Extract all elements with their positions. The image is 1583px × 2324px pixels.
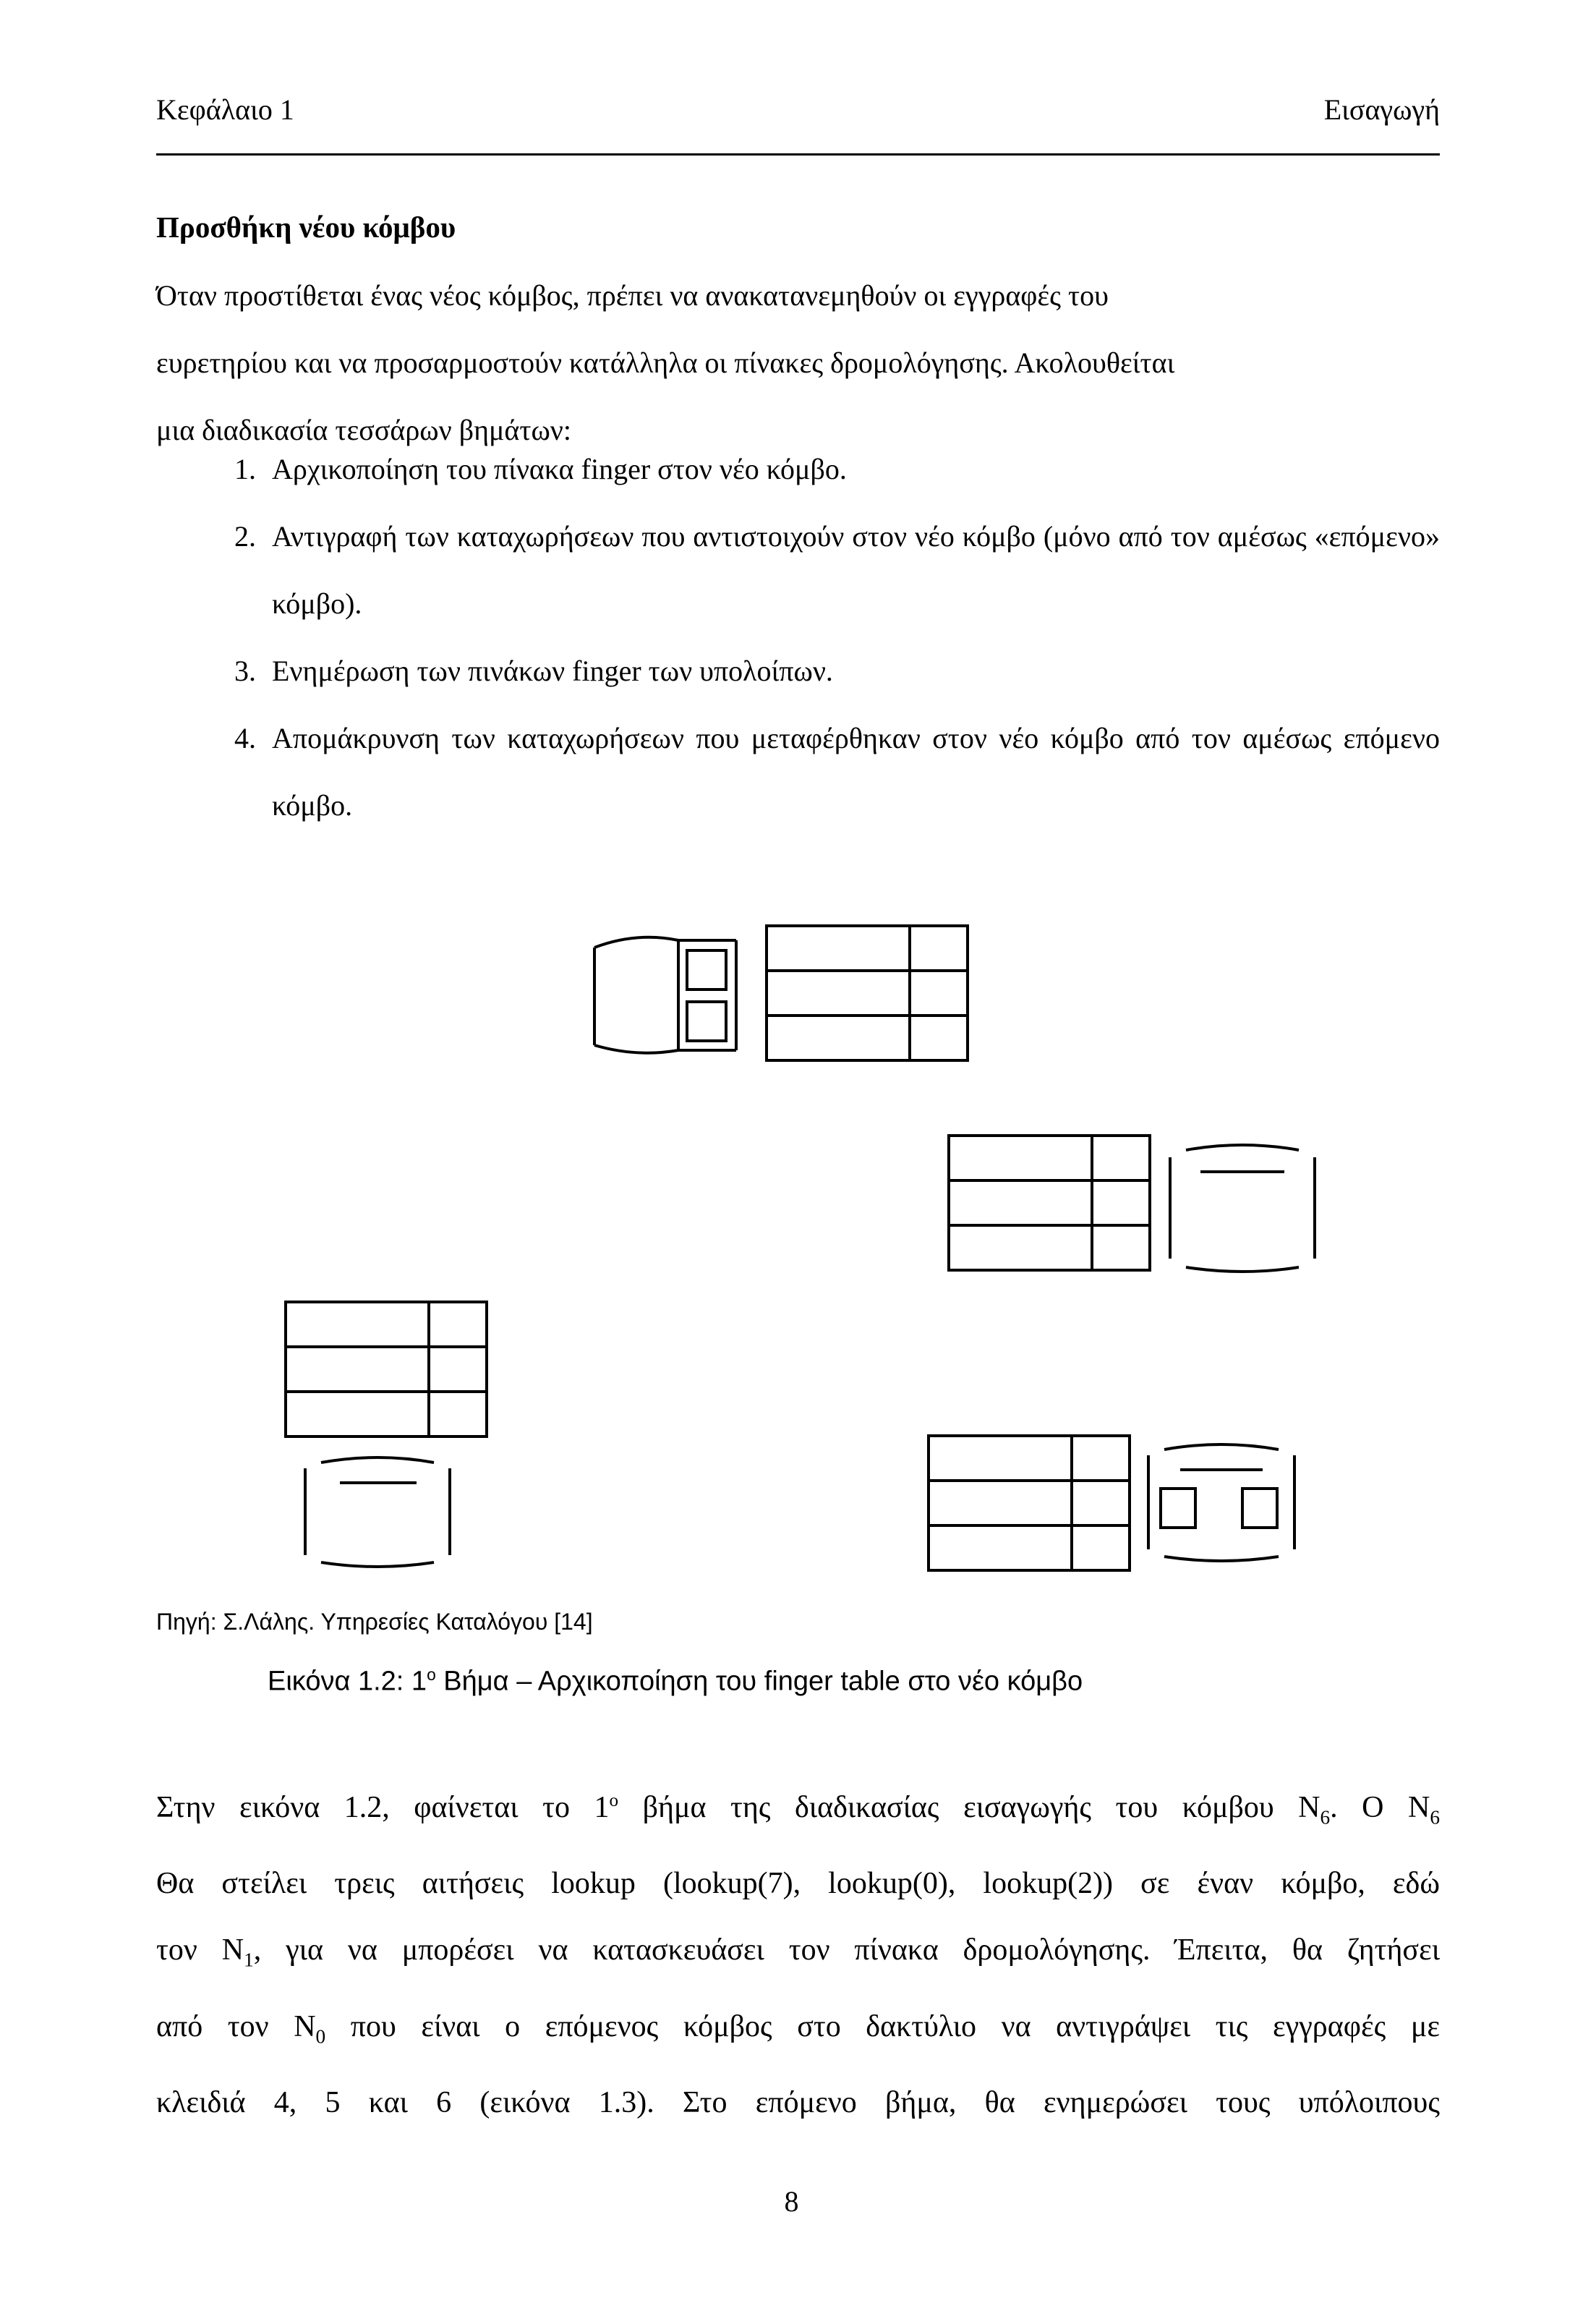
- body-line: κλειδιά 4, 5 και 6 (εικόνα 1.3). Στο επόμενο βήμα, θα ενημερώσει τους υπόλοιπους: [156, 2086, 1440, 2120]
- node-group-lower-right: [929, 1436, 1294, 1570]
- section-title: Προσθήκη νέου κόμβου: [156, 210, 456, 244]
- figure-source: Πηγή: Σ.Λάλης. Υπηρεσίες Καταλόγου [14]: [156, 1609, 593, 1635]
- small-square: [1161, 1489, 1195, 1528]
- body-text: . O N: [1330, 1791, 1430, 1824]
- subscript: 6: [1320, 1806, 1331, 1829]
- finger-table: [929, 1436, 1130, 1570]
- intro-line: ευρετηρίου και να προσαρμοστούν κατάλληλα οι πίνακες δρομολόγησης. Ακολουθείται: [156, 346, 1175, 379]
- caption-prefix: Εικόνα 1.2: 1: [268, 1666, 427, 1697]
- node-container: [305, 1457, 450, 1567]
- figure-caption: [268, 1665, 1083, 1698]
- step-item: [156, 435, 1440, 503]
- body-line: Θα στείλει τρεις αιτήσεις lookup (lookup(7), lookup(0), lookup(2)) σε έναν κόμβο, εδώ: [156, 1867, 1440, 1901]
- small-square: [1242, 1489, 1277, 1528]
- finger-table-figure: [0, 890, 1583, 1599]
- step-text: Αντιγραφή των καταχωρήσεων που αντιστοιχούν στον νέο κόμβο (μόνο από τον αμέσως «επόμενο» κόμβο).: [272, 520, 1440, 620]
- running-header-chapter: Κεφάλαιο 1: [156, 93, 294, 126]
- body-line: [156, 1768, 1440, 1850]
- node-container: [1170, 1145, 1315, 1272]
- header-divider: [156, 153, 1440, 156]
- intro-paragraph: [156, 262, 1440, 464]
- body-line: [156, 1993, 1440, 2069]
- step-item: [156, 705, 1440, 839]
- step-text: Ενημέρωση των πινάκων finger των υπολοίπων.: [272, 655, 833, 687]
- body-text: που είναι ο επόμενος κόμβος στο δακτύλιο να αντιγράψει τις εγγραφές με: [325, 2009, 1440, 2043]
- running-header-section: Εισαγωγή: [1323, 93, 1440, 126]
- step-item: [156, 503, 1440, 637]
- step-text: Απομάκρυνση των καταχωρήσεων που μεταφέρθηκαν στον νέο κόμβο από τον αμέσως επόμενο κόμβο.: [272, 722, 1440, 822]
- body-text: τον N: [156, 1933, 244, 1967]
- step-number: 2.: [234, 520, 256, 553]
- step-number: 3.: [234, 655, 256, 687]
- intro-line: μια διαδικασία τεσσάρων βημάτων:: [156, 414, 571, 446]
- subscript: 6: [1430, 1806, 1440, 1829]
- finger-table: [767, 926, 968, 1060]
- node-container: [594, 937, 736, 1053]
- finger-table: [949, 1136, 1150, 1270]
- subscript: 1: [244, 1949, 254, 1971]
- body-text: από τον N: [156, 2009, 316, 2043]
- small-square: [687, 950, 726, 989]
- page-number: 8: [784, 2185, 799, 2218]
- body-paragraph: [156, 1768, 1440, 2136]
- step-number: 4.: [234, 722, 256, 754]
- caption-suffix: Βήμα – Αρχικοποίηση του finger table στο νέο κόμβο: [435, 1666, 1083, 1697]
- caption-superscript: ο: [427, 1665, 436, 1684]
- step-item: [156, 637, 1440, 705]
- node-group-top: [594, 926, 968, 1060]
- node-group-middle-right: [949, 1136, 1315, 1272]
- subscript: 0: [315, 2025, 326, 2048]
- step-number: 1.: [234, 453, 256, 485]
- steps-list: [156, 435, 1440, 839]
- body-text: βήμα της διαδικασίας εισαγωγής του κόμβου N: [618, 1791, 1320, 1824]
- body-line: [156, 1917, 1440, 1993]
- superscript: ο: [609, 1791, 619, 1810]
- node-group-lower-left: [286, 1302, 487, 1567]
- finger-table: [286, 1302, 487, 1436]
- small-square: [687, 1002, 726, 1041]
- step-text: Αρχικοποίηση του πίνακα finger στον νέο κόμβο.: [272, 453, 847, 485]
- body-text: Στην εικόνα 1.2, φαίνεται το 1: [156, 1791, 610, 1824]
- node-container: [1148, 1444, 1294, 1561]
- intro-line: Όταν προστίθεται ένας νέος κόμβος, πρέπει να ανακατανεμηθούν οι εγγραφές του: [156, 279, 1109, 312]
- body-text: , για να μπορέσει να κατασκευάσει τον πίνακα δρομολόγησης. Έπειτα, θα ζητήσει: [253, 1933, 1441, 1967]
